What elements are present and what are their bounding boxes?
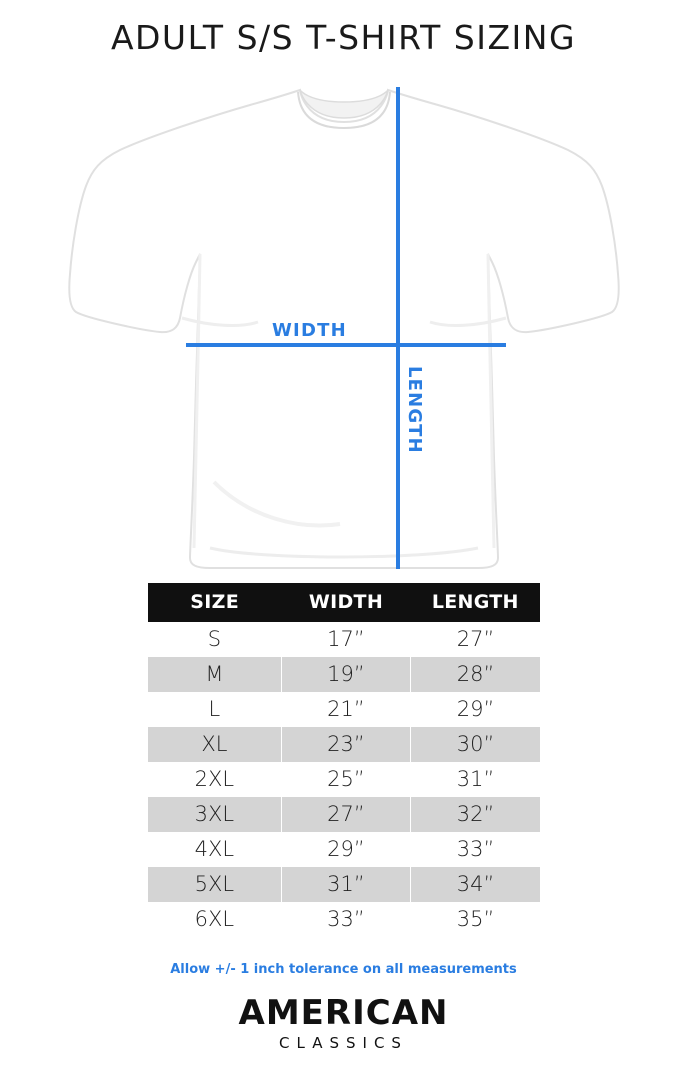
tshirt-illustration xyxy=(0,78,687,570)
cell-width: 33” xyxy=(281,902,410,937)
brand-subtitle: CLASSICS xyxy=(279,1034,408,1052)
cell-length: 34” xyxy=(411,867,540,902)
header-length: LENGTH xyxy=(411,583,540,622)
brand-name: AMERICAN xyxy=(238,993,449,1033)
cell-size: 5XL xyxy=(148,867,281,902)
header-width: WIDTH xyxy=(281,583,410,622)
table-row xyxy=(148,727,540,762)
cell-width: 27” xyxy=(281,797,410,832)
cell-width: 17” xyxy=(281,622,410,657)
cell-size: M xyxy=(148,657,281,692)
table-row xyxy=(148,902,540,937)
cell-length: 27” xyxy=(411,622,540,657)
cell-length: 30” xyxy=(411,727,540,762)
cell-width: 29” xyxy=(281,832,410,867)
cell-size: 4XL xyxy=(148,832,281,867)
table-row xyxy=(148,867,540,902)
table-row xyxy=(148,657,540,692)
table-header-row xyxy=(148,583,540,622)
cell-length: 29” xyxy=(411,692,540,727)
cell-size: 2XL xyxy=(148,762,281,797)
size-chart-table xyxy=(148,583,540,937)
cell-size: 6XL xyxy=(148,902,281,937)
cell-width: 25” xyxy=(281,762,410,797)
tshirt-diagram xyxy=(0,78,687,570)
table-row xyxy=(148,762,540,797)
cell-length: 35” xyxy=(411,902,540,937)
page-title: ADULT S/S T-SHIRT SIZING xyxy=(110,18,577,57)
cell-length: 32” xyxy=(411,797,540,832)
cell-size: S xyxy=(148,622,281,657)
cell-width: 21” xyxy=(281,692,410,727)
cell-length: 31” xyxy=(411,762,540,797)
table-row xyxy=(148,692,540,727)
length-label: LENGTH xyxy=(404,366,425,454)
cell-length: 33” xyxy=(411,832,540,867)
cell-width: 23” xyxy=(281,727,410,762)
tolerance-note: Allow +/- 1 inch tolerance on all measurements xyxy=(170,962,517,977)
table-row xyxy=(148,797,540,832)
cell-width: 19” xyxy=(281,657,410,692)
cell-size: L xyxy=(148,692,281,727)
table-row xyxy=(148,622,540,657)
cell-size: XL xyxy=(148,727,281,762)
width-label: WIDTH xyxy=(272,320,347,341)
cell-length: 28” xyxy=(411,657,540,692)
cell-width: 31” xyxy=(281,867,410,902)
table-row xyxy=(148,832,540,867)
header-size: SIZE xyxy=(148,583,281,622)
cell-size: 3XL xyxy=(148,797,281,832)
